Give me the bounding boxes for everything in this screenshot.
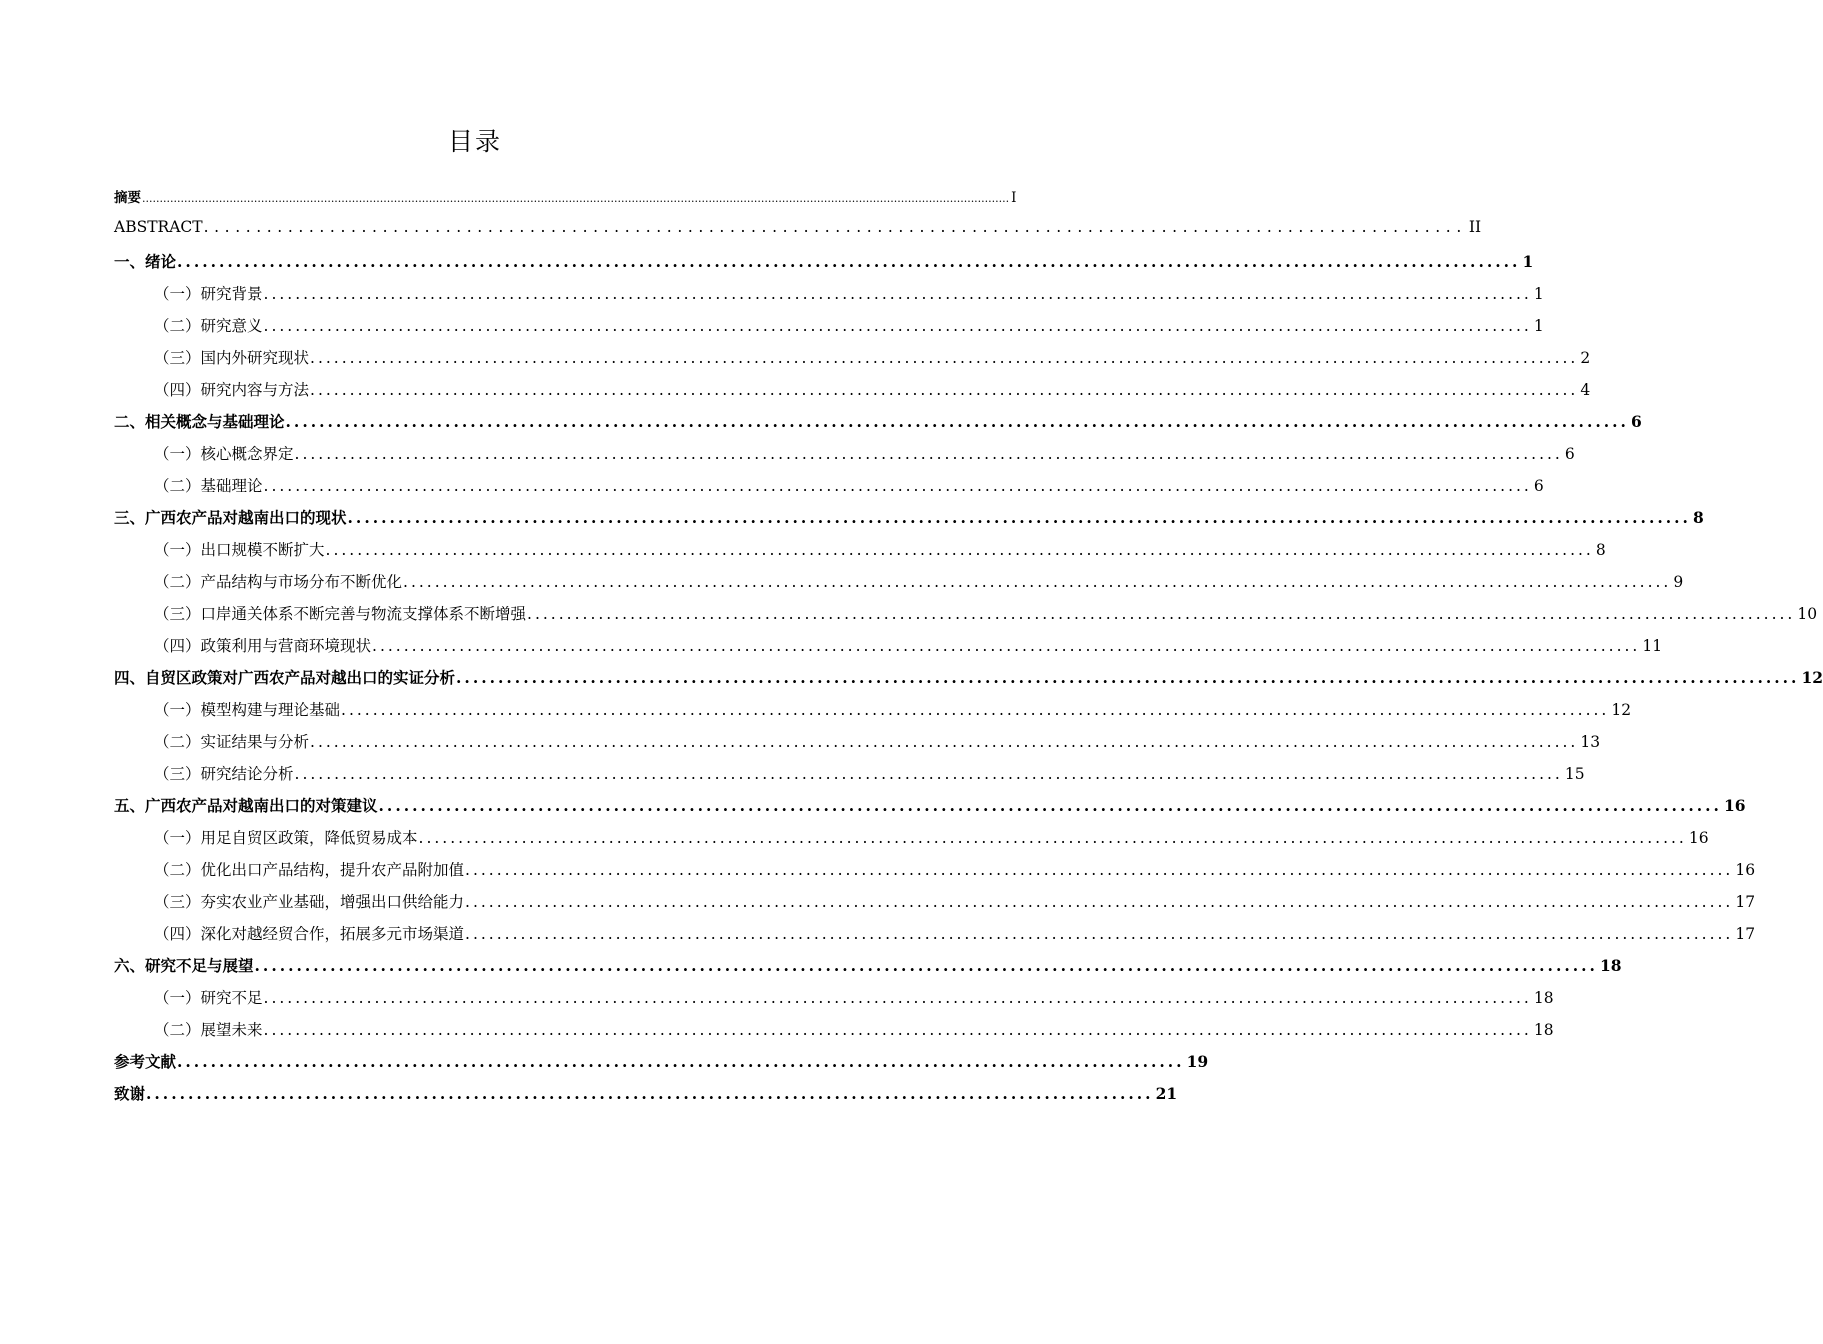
toc-page-number: 19 xyxy=(1186,1052,1209,1071)
toc-page-number: 11 xyxy=(1642,637,1663,655)
toc-entry-number: （四） xyxy=(154,381,201,399)
toc-page-number: 12 xyxy=(1611,701,1632,719)
toc-entry-text: 用足自贸区政策，降低贸易成本 xyxy=(200,829,418,847)
toc-leader: ................................................................................................................................................................ xyxy=(310,733,1579,751)
toc-leader: ........................................................................................................................ xyxy=(203,218,1467,236)
toc-section-entry[interactable] xyxy=(114,282,1544,314)
toc-page-number: 1 xyxy=(1522,252,1534,271)
toc-section-entry[interactable] xyxy=(114,602,1818,634)
toc-entry-number: （一） xyxy=(154,989,201,1007)
toc-entry-number: （二） xyxy=(154,477,201,495)
toc-page-number: 1 xyxy=(1533,317,1544,335)
toc-leader: ................................................................................................................................................................ xyxy=(294,445,1563,463)
toc-entry-text: 政策利用与营商环境现状 xyxy=(200,637,372,655)
toc-entry-number: 三、 xyxy=(114,508,146,527)
toc-entry-text: 产品结构与市场分布不断优化 xyxy=(200,573,403,591)
toc-page-number: 9 xyxy=(1673,573,1684,591)
toc-leader: ........................................................................................................................ xyxy=(177,1052,1185,1071)
toc-entry-text: 展望未来 xyxy=(200,1021,263,1039)
toc-leader: ................................................................................................................................................................ xyxy=(294,765,1563,783)
toc-section-entry[interactable] xyxy=(114,922,1756,954)
toc-entry-number: （三） xyxy=(154,765,201,783)
toc-chapter-entry[interactable] xyxy=(114,410,1642,442)
toc-leader: ................................................................................................................................................................ xyxy=(341,701,1610,719)
toc-section-entry[interactable] xyxy=(114,986,1554,1018)
toc-entry-text: 口岸通关体系不断完善与物流支撑体系不断增强 xyxy=(200,605,527,623)
toc-leader: ................................................................................................................................................................ xyxy=(177,252,1521,271)
toc-page-number: 17 xyxy=(1735,925,1756,943)
toc-page-number: 10 xyxy=(1797,605,1818,623)
toc-section-entry[interactable] xyxy=(114,762,1585,794)
toc-leader: ................................................................................................................................................................ xyxy=(263,1021,1532,1039)
toc-entry-text: 模型构建与理论基础 xyxy=(200,701,341,719)
toc-section-entry[interactable] xyxy=(114,474,1544,506)
toc-page-number: 6 xyxy=(1533,477,1544,495)
toc-page-number: 12 xyxy=(1801,668,1823,687)
toc-page-number: 8 xyxy=(1692,508,1704,527)
toc-entry-number: （二） xyxy=(154,861,201,879)
toc-entry-text: 广西农产品对越南出口的现状 xyxy=(145,508,347,527)
toc-entry-text: 实证结果与分析 xyxy=(200,733,310,751)
toc-entry-number: （三） xyxy=(154,605,201,623)
toc-entry-text: 相关概念与基础理论 xyxy=(145,412,285,431)
toc-section-entry[interactable] xyxy=(114,890,1756,922)
toc-page-number: 18 xyxy=(1533,989,1554,1007)
toc-entry-text: 研究背景 xyxy=(200,285,263,303)
toc-section-entry[interactable] xyxy=(114,570,1684,602)
toc-entry-text: 研究内容与方法 xyxy=(200,381,310,399)
toc-entry-text: 研究意义 xyxy=(200,317,263,335)
toc-entry-text: 绪论 xyxy=(145,252,177,271)
toc-entry-acknowledgements[interactable] xyxy=(114,1082,1178,1114)
toc-section-entry[interactable] xyxy=(114,442,1575,474)
toc-leader: ................................................................................................................................................................ xyxy=(347,508,1691,527)
toc-chapter-entry[interactable] xyxy=(114,666,1823,698)
toc-entry-abstract-en[interactable] xyxy=(114,218,1482,250)
toc-entry-references[interactable] xyxy=(114,1050,1209,1082)
toc-chapter-entry[interactable] xyxy=(114,794,1746,826)
toc-leader: ................................................................................................................................................................ xyxy=(254,956,1598,975)
toc-page-number: II xyxy=(1468,218,1482,236)
toc-entry-abstract-zh[interactable] xyxy=(114,186,1017,218)
toc-entry-text: 摘要 xyxy=(114,190,141,206)
toc-entry-number: （一） xyxy=(154,285,201,303)
toc-page-number: 8 xyxy=(1595,541,1606,559)
toc-entry-number: 四、 xyxy=(114,668,146,687)
toc-leader: ................................................................................................................................................................ xyxy=(527,605,1796,623)
toc-page-number: 16 xyxy=(1723,796,1746,815)
toc-leader: ................................................................................................................................................................ xyxy=(372,637,1641,655)
toc-page-number: 16 xyxy=(1735,861,1756,879)
toc-list xyxy=(114,186,1823,1114)
toc-entry-text: 优化出口产品结构，提升农产品附加值 xyxy=(200,861,465,879)
toc-entry-number: 六、 xyxy=(114,956,146,975)
toc-entry-number: （一） xyxy=(154,541,201,559)
toc-entry-number: （二） xyxy=(154,733,201,751)
toc-entry-number: 五、 xyxy=(114,796,146,815)
toc-entry-number: 一、 xyxy=(114,252,146,271)
toc-entry-text: 广西农产品对越南出口的对策建议 xyxy=(145,796,378,815)
toc-entry-number: （三） xyxy=(154,349,201,367)
toc-leader: ........................................................................................................................................................................................................................................................ xyxy=(142,192,1010,205)
toc-leader: ................................................................................................................................................................ xyxy=(418,829,1687,847)
toc-entry-text: ABSTRACT xyxy=(114,218,203,236)
toc-entry-text: 研究不足与展望 xyxy=(145,956,254,975)
toc-leader: ................................................................................................................................................................ xyxy=(263,317,1532,335)
toc-page-number: 18 xyxy=(1533,1021,1554,1039)
toc-section-entry[interactable] xyxy=(114,698,1632,730)
toc-leader: ................................................................................................................................................................ xyxy=(263,285,1532,303)
toc-entry-text: 自贸区政策对广西农产品对越出口的实证分析 xyxy=(145,668,456,687)
toc-page-number: I xyxy=(1011,190,1017,206)
toc-page-number: 1 xyxy=(1533,285,1544,303)
toc-entry-text: 参考文献 xyxy=(114,1052,177,1071)
toc-page-number: 15 xyxy=(1564,765,1585,783)
toc-leader: ................................................................................................................................................................ xyxy=(378,796,1722,815)
toc-entry-number: （三） xyxy=(154,893,201,911)
toc-page-number: 17 xyxy=(1735,893,1756,911)
toc-page-number: 4 xyxy=(1580,381,1591,399)
toc-entry-text: 研究结论分析 xyxy=(200,765,294,783)
toc-leader: ................................................................................................................................................................ xyxy=(456,668,1800,687)
toc-entry-number: 二、 xyxy=(114,412,146,431)
toc-chapter-entry[interactable] xyxy=(114,954,1622,986)
toc-leader: ................................................................................................................................................................ xyxy=(263,989,1532,1007)
toc-section-entry[interactable] xyxy=(114,634,1663,666)
toc-section-entry[interactable] xyxy=(114,346,1591,378)
toc-leader: ................................................................................................................................................................ xyxy=(403,573,1672,591)
toc-page-number: 6 xyxy=(1564,445,1575,463)
toc-entry-text: 夯实农业产业基础，增强出口供给能力 xyxy=(200,893,465,911)
toc-section-entry[interactable] xyxy=(114,314,1544,346)
toc-section-entry[interactable] xyxy=(114,858,1756,890)
page-title: 目录 xyxy=(447,127,502,156)
toc-leader: ................................................................................................................................................................ xyxy=(465,925,1734,943)
toc-entry-number: （四） xyxy=(154,925,201,943)
toc-entry-text: 致谢 xyxy=(114,1084,146,1103)
toc-entry-text: 国内外研究现状 xyxy=(200,349,310,367)
toc-leader: ................................................................................................................................................................ xyxy=(310,349,1579,367)
toc-page-number: 21 xyxy=(1155,1084,1178,1103)
toc-entry-number: （二） xyxy=(154,317,201,335)
toc-entry-number: （一） xyxy=(154,445,201,463)
toc-section-entry[interactable] xyxy=(114,826,1709,858)
toc-chapter-entry[interactable] xyxy=(114,250,1534,282)
toc-page-number: 18 xyxy=(1599,956,1622,975)
toc-leader: ................................................................................................................................................................ xyxy=(263,477,1532,495)
toc-section-entry[interactable] xyxy=(114,730,1601,762)
toc-page-number: 2 xyxy=(1580,349,1591,367)
toc-leader: ................................................................................................................................................................ xyxy=(310,381,1579,399)
toc-entry-text: 出口规模不断扩大 xyxy=(200,541,325,559)
toc-entry-number: （一） xyxy=(154,701,201,719)
toc-leader: ........................................................................................................................ xyxy=(146,1084,1154,1103)
toc-entry-text: 核心概念界定 xyxy=(200,445,294,463)
toc-page-number: 16 xyxy=(1688,829,1709,847)
toc-entry-number: （一） xyxy=(154,829,201,847)
toc-leader: ................................................................................................................................................................ xyxy=(465,861,1734,879)
toc-entry-number: （二） xyxy=(154,1021,201,1039)
toc-page-number: 6 xyxy=(1630,412,1642,431)
toc-section-entry[interactable] xyxy=(114,538,1606,570)
toc-entry-number: （二） xyxy=(154,573,201,591)
toc-entry-number: （四） xyxy=(154,637,201,655)
toc-chapter-entry[interactable] xyxy=(114,506,1704,538)
toc-leader: ................................................................................................................................................................ xyxy=(285,412,1629,431)
toc-section-entry[interactable] xyxy=(114,378,1591,410)
toc-leader: ................................................................................................................................................................ xyxy=(465,893,1734,911)
toc-entry-text: 研究不足 xyxy=(200,989,263,1007)
toc-page-number: 13 xyxy=(1580,733,1601,751)
toc-entry-text: 深化对越经贸合作，拓展多元市场渠道 xyxy=(200,925,465,943)
toc-entry-text: 基础理论 xyxy=(200,477,263,495)
toc-leader: ................................................................................................................................................................ xyxy=(325,541,1594,559)
toc-section-entry[interactable] xyxy=(114,1018,1554,1050)
